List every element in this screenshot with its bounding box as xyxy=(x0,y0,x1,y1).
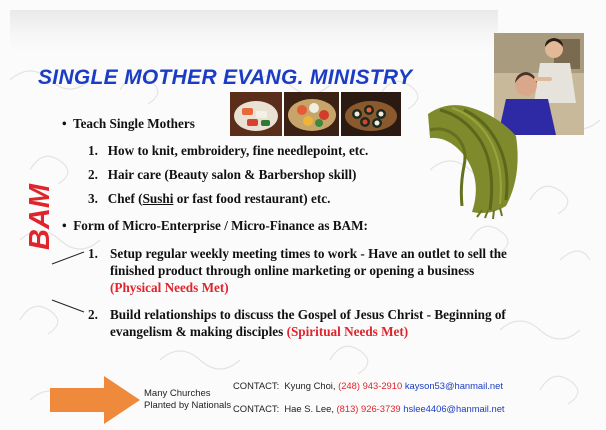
bullet-dot: • xyxy=(62,116,67,131)
contact-label: CONTACT: xyxy=(233,403,280,414)
contact-phone: (248) 943-2910 xyxy=(338,380,403,391)
contact-email: hslee4406@hanmail.net xyxy=(403,403,505,414)
item-number: 2. xyxy=(88,167,98,182)
teach-item-3 xyxy=(88,191,330,207)
sushi-platter-photo xyxy=(284,92,339,136)
item-text: Hair care (Beauty salon & Barbershop skill) xyxy=(107,167,357,182)
form-item-2-line1: Build relationships to discuss the Gospel of Jesus Christ - Beginning of xyxy=(110,307,506,322)
bullet-teach xyxy=(62,116,195,132)
bullet-teach-label: Teach Single Mothers xyxy=(72,116,195,131)
bullet-form xyxy=(62,218,368,234)
contact-name: Kyung Choi, xyxy=(284,380,336,391)
form-item-1-line1: Setup regular weekly meeting times to work - Have an outlet to sell the xyxy=(110,246,507,261)
knitted-scarf-photo xyxy=(418,100,528,220)
form-item-2-text: evangelism & making disciples xyxy=(110,324,287,339)
churches-line2: Planted by Nationals xyxy=(144,400,232,411)
spiritual-needs-note: (Spiritual Needs Met) xyxy=(286,324,409,339)
item-text-pre: Chef ( xyxy=(107,191,143,206)
right-arrow-icon xyxy=(50,376,140,424)
item-number: 3. xyxy=(88,191,98,206)
bullet-form-label: Form of Micro-Enterprise / Micro-Finance as BAM: xyxy=(73,218,368,233)
form-item-2-line2 xyxy=(110,324,408,340)
churches-caption xyxy=(144,388,231,412)
form-item-1-line2: finished product through online marketing or opening a business xyxy=(110,263,475,278)
form-item-2-number: 2. xyxy=(88,307,98,322)
contact-email: kayson53@hanmail.net xyxy=(404,380,503,391)
churches-line1: Many Churches xyxy=(144,388,211,399)
contact-phone: (813) 926-3739 xyxy=(336,403,401,414)
physical-needs-note: (Physical Needs Met) xyxy=(110,280,229,295)
contact-label: CONTACT: xyxy=(233,380,280,391)
contact-2 xyxy=(233,403,505,414)
bam-connector-lines xyxy=(50,250,90,330)
sushi-plate-photo xyxy=(230,92,282,136)
item-number: 1. xyxy=(88,143,98,158)
item-text-post: or fast food restaurant) etc. xyxy=(173,191,331,206)
teach-item-2 xyxy=(88,167,356,183)
sushi-link: Sushi xyxy=(142,191,174,206)
bullet-dot: • xyxy=(62,218,67,233)
contact-name: Hae S. Lee, xyxy=(284,403,334,414)
slide-title: SINGLE MOTHER EVANG. MINISTRY xyxy=(38,66,413,89)
form-item-1-number: 1. xyxy=(88,246,98,261)
bam-label: BAM xyxy=(24,183,56,250)
sushi-rolls-photo xyxy=(341,92,401,136)
item-text: How to knit, embroidery, fine needlepoint, etc. xyxy=(107,143,369,158)
contact-1 xyxy=(233,380,503,391)
teach-item-1 xyxy=(88,143,368,159)
